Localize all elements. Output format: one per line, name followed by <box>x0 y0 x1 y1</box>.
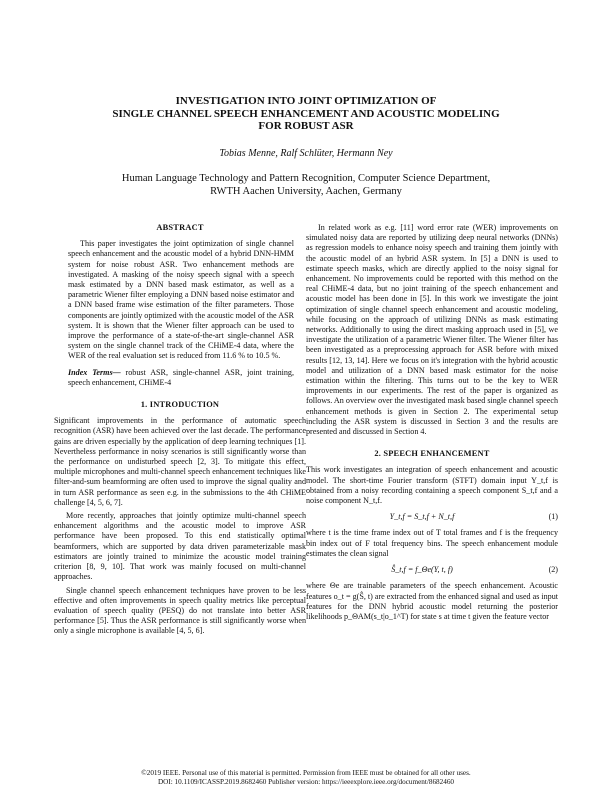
related-work-paragraph: In related work as e.g. [11] word error rate (WER) improvements on simulated noisy data are reported by utilizing deep neural networks (DNNs) as regression models to enhance noisy speech and training them jointly with the acoustic model of an hybrid ASR system. In [5] a DNN is used to estimate speech masks, which are directly applied to the noisy signal for enhancement. No improvements could be reported with this method on the real CHiME-4 data, but no joint training of the speech enhancement and acoustic model has been done in [5]. In this work we investigate the joint optimization of single channel speech enhancement and acoustic modeling, while focusing on the approach of utilizing DNNs as mask estimating networks. Additionally to using the direct masking approach used in [5], we investigate the utilization of a parametric Wiener filter. The Wiener filter has been investigated as a preprocessing approach for ASR before with mixed results [12, 13, 14]. Here we focus on it's integration with the hybrid acoustic model and utilization of a DNN based mask estimator for the noise estimation within the filtering. This turns out to be the key to WER improvements in our experiments. The rest of the paper is organized as follows. An overview over the investigated mask based single channel speech enhancement methods is given in Section 2. The experimental setup including the ASR system is discussed in Section 3 and the results are presented and discussed in Section 4. <box>306 223 558 437</box>
affiliation-line-2: RWTH Aachen University, Aachen, Germany <box>210 185 402 197</box>
right-column <box>306 223 558 625</box>
copyright-footer <box>0 769 612 787</box>
speech-enhancement-paragraph-2: where t is the time frame index out of T total frames and f is the frequency bin index out of F total frequency bins. The speech enhancement module estimates the clean signal <box>306 528 558 558</box>
equation-2-body: Ŝ_t,f = f_Θe(Y, t, f) <box>391 565 453 575</box>
intro-paragraph-3: Single channel speech enhancement techniques have proven to be less effective and often improvements in speech quality metrics like perceptual evaluation of speech quality (PESQ) do not translate into better ASR performance [5]. Thus the ASR performance is still significantly worse when only a single microphone is available [4, 5, 6]. <box>54 585 306 636</box>
paper-title <box>0 95 612 133</box>
left-column <box>54 223 306 640</box>
author-list: Tobias Menne, Ralf Schlüter, Hermann Ney <box>219 148 393 159</box>
abstract-heading: ABSTRACT <box>156 223 204 232</box>
intro-paragraph-1: Significant improvements in the performance of automatic speech recognition (ASR) have been achieved over the last decade. The performance gains are driven especially by the application of deep learning techniques [1]. Nevertheless performance in noisy scenarios is still significantly worse than the performance on undisturbed speech [2, 3]. To mitigate this effect, multiple microphones and multi-channel speech enhancement techniques like filter-and-sum beamforming are often used to improve the signal quality and in turn ASR performance as seen e.g. in the submissions to the 4th CHiME challenge [4, 5, 6, 7]. <box>54 416 306 507</box>
equation-2 <box>306 565 558 575</box>
title-line-3: FOR ROBUST ASR <box>258 120 354 132</box>
speech-enhancement-heading: 2. SPEECH ENHANCEMENT <box>374 449 490 459</box>
index-terms-text: robust ASR, single-channel ASR, joint training, speech enhancement, CHiME-4 <box>68 367 294 387</box>
title-line-2: SINGLE CHANNEL SPEECH ENHANCEMENT AND ACOUSTIC MODELING <box>112 107 500 120</box>
equation-1-body: Y_t,f = S_t,f + N_t,f <box>389 512 455 522</box>
intro-paragraph-2: More recently, approaches that jointly optimize multi-channel speech enhancement algorithms and the acoustic model to improve ASR performance have been proposed. To this end statistically optimal beamformers, which are supported by data driven parameterizable mask estimators are jointly trained to minimize the acoustic model training criterion [8, 9, 10]. That work was mainly focused on multi-channel approaches. <box>54 511 306 582</box>
equation-1-number: (1) <box>548 512 558 522</box>
doi-line: DOI: 10.1109/ICASSP.2019.8682460 Publisher version: https://ieeexplore.ieee.org/document/8682460 <box>157 778 455 786</box>
equation-2-number: (2) <box>548 565 558 575</box>
copyright-line: ©2019 IEEE. Personal use of this material is permitted. Permission from IEEE must be obtained for all other uses. <box>141 769 471 777</box>
index-terms <box>54 368 306 388</box>
affiliation-line-1: Human Language Technology and Pattern Recognition, Computer Science Department, <box>121 173 491 184</box>
affiliation <box>0 173 612 198</box>
speech-enhancement-paragraph-1: This work investigates an integration of speech enhancement and acoustic model. The short-time Fourier transform (STFT) domain input Y_t,f is obtained from a noisy recording containing a speech component S_t,f and a noise component N_t,f. <box>306 465 558 506</box>
speech-enhancement-paragraph-3: where Θe are trainable parameters of the speech enhancement. Acoustic features o_t = g(Ŝ, t) are extracted from the enhanced signal and used as input features for the DNN hybrid acoustic model returning the posterior likelihoods p_ΘAM(s_t|o_1^T) for state s at time t given the feature vector <box>306 581 559 621</box>
index-terms-label: Index Terms— <box>68 367 121 377</box>
introduction-heading: 1. INTRODUCTION <box>140 400 220 410</box>
equation-1 <box>306 512 558 522</box>
abstract-text: This paper investigates the joint optimization of single channel speech enhancement and the acoustic model of a hybrid DNN-HMM system for noise robust ASR. Two enhancement methods are investigated. A masking of the noisy speech signal with a speech mask estimated by a DNN based mask estimator, as well as a parametric Wiener filter employing a DNN based noise estimator and a DNN based frame wise estimation of the filter parameters. Those components are jointly optimized with the acoustic model of the ASR system. It is shown that the Wiener filter approach can be used to improve the performance of a state-of-the-art single-channel ASR system on the single channel track of the CHiME-4 data, where the WER of the real evaluation set is reduced from 11.6 % to 10.5 %. <box>68 239 294 361</box>
title-line-1: INVESTIGATION INTO JOINT OPTIMIZATION OF <box>175 95 437 107</box>
